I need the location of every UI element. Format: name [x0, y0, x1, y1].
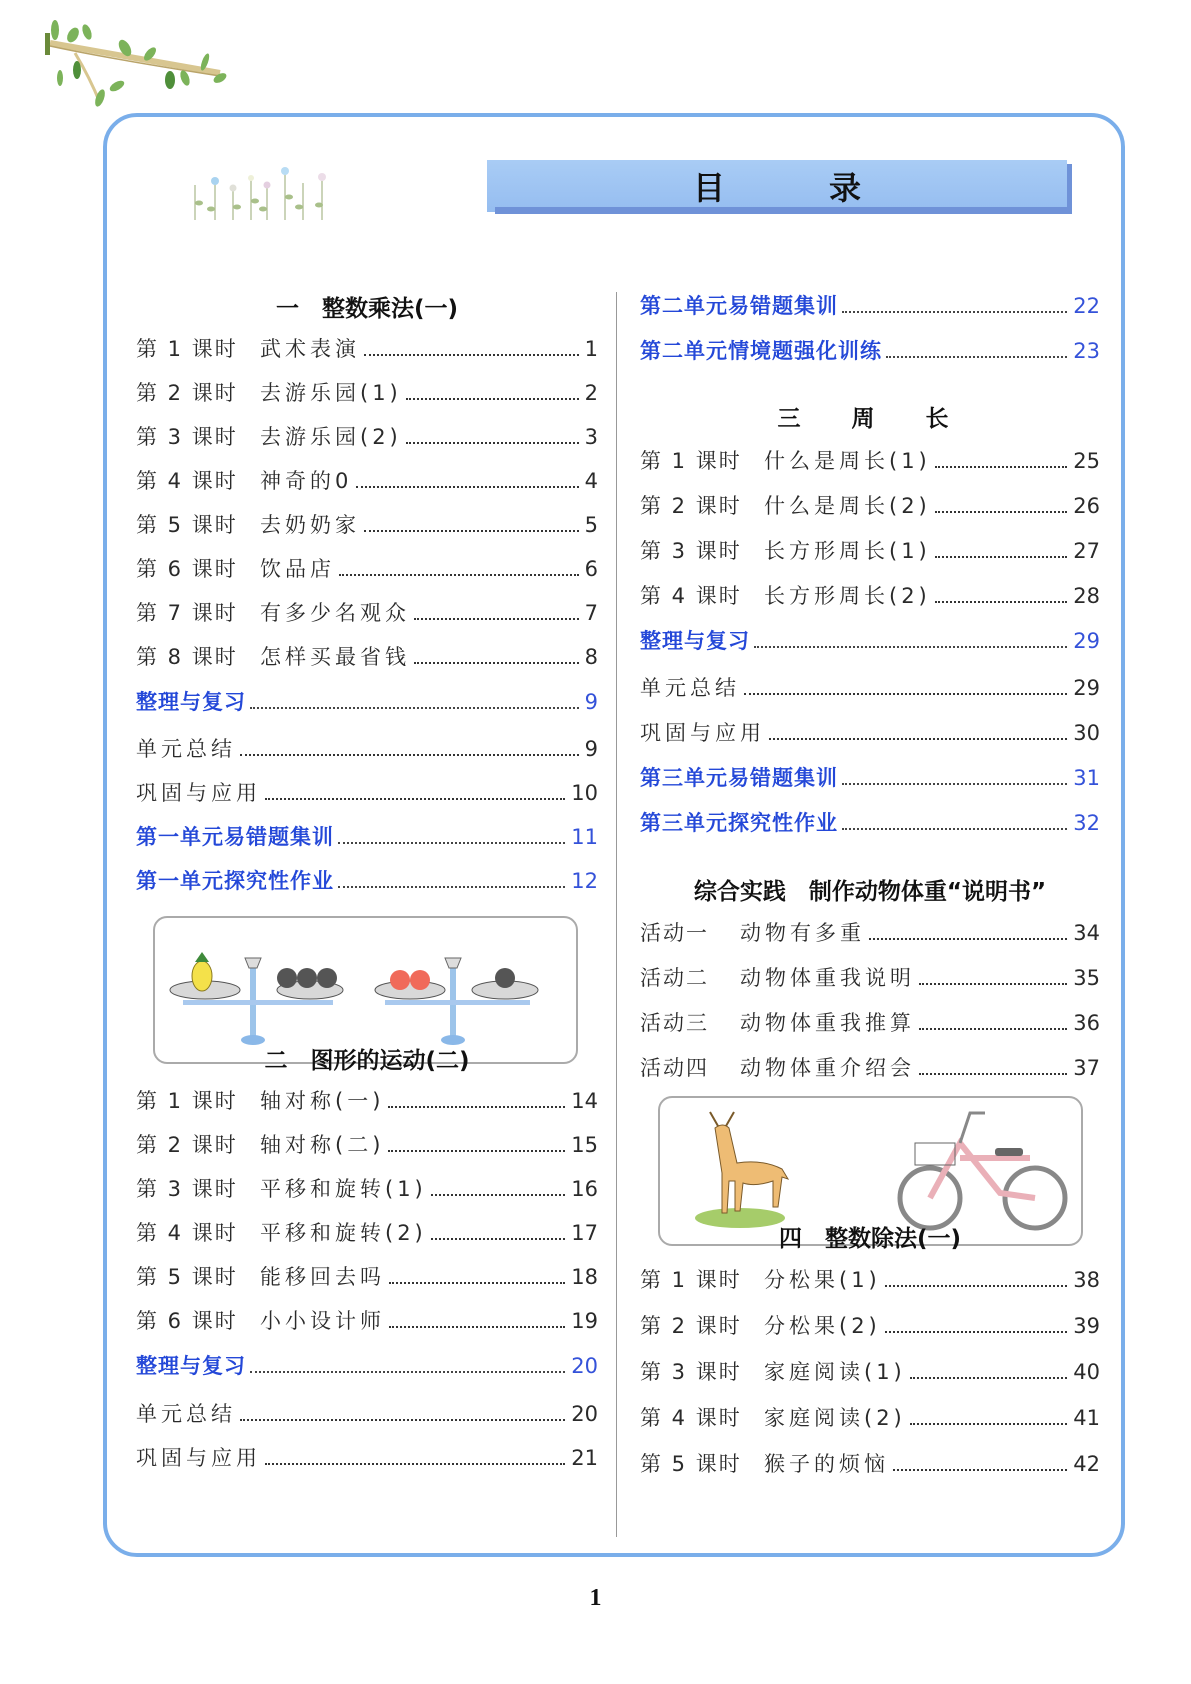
page-ref: 19 [571, 1309, 598, 1333]
practice-heading: 综合实践 制作动物体重“说明书” [693, 879, 1047, 905]
lesson-title: 什么是周长(1) [764, 449, 931, 473]
toc-entry-review[interactable] [640, 625, 1100, 655]
leader-dots [935, 555, 1068, 558]
lesson-title: 分松果(2) [764, 1314, 881, 1338]
balance-scale-icon [155, 918, 576, 1062]
lesson-title: 家庭阅读(1) [764, 1360, 906, 1384]
lesson-number: 第 3 课时 [640, 539, 742, 563]
leader-dots [414, 617, 579, 620]
toc-entry-special[interactable] [640, 807, 1100, 837]
toc-entry[interactable] [136, 465, 598, 495]
page-ref: 27 [1073, 539, 1100, 563]
entry-title: 整理与复习 [136, 1354, 246, 1378]
entry-title: 整理与复习 [640, 629, 750, 653]
toc-entry[interactable] [136, 509, 598, 539]
toc-entry[interactable] [136, 1129, 598, 1159]
toc-left-column [136, 0, 598, 1684]
lesson-title: 去奶奶家 [260, 513, 360, 537]
toc-entry[interactable] [640, 580, 1100, 610]
unit4-heading: 四 整数除法(一) [778, 1226, 962, 1252]
toc-entry[interactable] [136, 733, 598, 763]
leader-dots [919, 1072, 1067, 1075]
leader-dots [886, 355, 1067, 358]
toc-entry[interactable] [640, 1007, 1100, 1037]
leader-dots [910, 1376, 1068, 1379]
toc-entry[interactable] [640, 672, 1100, 702]
activity-number: 活动二 [640, 966, 709, 990]
toc-entry[interactable] [640, 1448, 1100, 1478]
lesson-number: 第 2 课时 [640, 1314, 742, 1338]
lesson-number: 第 3 课时 [136, 1177, 238, 1201]
toc-entry[interactable] [640, 490, 1100, 520]
activity-title: 动物有多重 [740, 921, 865, 945]
leader-dots [240, 1418, 565, 1421]
toc-entry-special[interactable] [640, 335, 1100, 365]
leader-dots [754, 645, 1067, 648]
page-ref: 8 [584, 645, 598, 669]
lesson-title: 平移和旋转(1) [260, 1177, 427, 1201]
lesson-title: 猴子的烦恼 [764, 1452, 889, 1476]
toc-entry[interactable] [640, 535, 1100, 565]
entry-title: 第一单元易错题集训 [136, 825, 334, 849]
page-ref: 10 [571, 781, 598, 805]
unit3-heading: 三 周 长 [777, 406, 963, 432]
toc-entry[interactable] [640, 962, 1100, 992]
toc-entry[interactable] [136, 597, 598, 627]
leader-dots [885, 1330, 1068, 1333]
page-ref: 20 [571, 1354, 598, 1378]
leader-dots [842, 310, 1067, 313]
toc-entry[interactable] [136, 1442, 598, 1472]
page-ref: 28 [1073, 584, 1100, 608]
entry-title: 第三单元探究性作业 [640, 811, 838, 835]
lesson-number: 第 4 课时 [640, 1406, 742, 1430]
leader-dots [885, 1284, 1068, 1287]
page-ref: 42 [1073, 1452, 1100, 1476]
lesson-number: 第 1 课时 [640, 1268, 742, 1292]
lesson-title: 平移和旋转(2) [260, 1221, 427, 1245]
toc-entry[interactable] [640, 1402, 1100, 1432]
toc-entry[interactable] [640, 1052, 1100, 1082]
leader-dots [406, 397, 579, 400]
unit2-heading: 二 图形的运动(二) [264, 1048, 470, 1074]
lesson-title: 饮品店 [260, 557, 335, 581]
leader-dots [240, 753, 579, 756]
leader-dots [769, 737, 1067, 740]
toc-entry[interactable] [136, 333, 598, 363]
leader-dots [431, 1193, 566, 1196]
leader-dots [339, 573, 579, 576]
lesson-number: 第 4 课时 [136, 1221, 238, 1245]
lesson-title: 轴对称(一) [260, 1089, 385, 1113]
page-ref: 30 [1073, 721, 1100, 745]
page-ref: 23 [1073, 339, 1100, 363]
deer-icon [695, 1112, 788, 1228]
lesson-number: 第 5 课时 [136, 513, 238, 537]
toc-entry-special[interactable] [136, 821, 598, 851]
toc-entry[interactable] [136, 641, 598, 671]
entry-title: 单元总结 [640, 676, 740, 700]
toc-entry[interactable] [136, 421, 598, 451]
entry-title: 巩固与应用 [136, 781, 261, 805]
entry-title: 单元总结 [136, 737, 236, 761]
lesson-number: 第 6 课时 [136, 1309, 238, 1333]
lesson-number: 第 6 课时 [136, 557, 238, 581]
page-ref: 29 [1073, 629, 1100, 653]
entry-title: 单元总结 [136, 1402, 236, 1426]
lesson-number: 第 3 课时 [640, 1360, 742, 1384]
leader-dots [389, 1325, 565, 1328]
page-ref: 6 [584, 557, 598, 581]
leader-dots [919, 1027, 1067, 1030]
page-ref: 35 [1073, 966, 1100, 990]
leader-dots [842, 827, 1067, 830]
toc-entry-special[interactable] [136, 865, 598, 895]
page-ref: 9 [584, 737, 598, 761]
lesson-number: 第 1 课时 [640, 449, 742, 473]
toc-entry[interactable] [136, 1085, 598, 1115]
toc-right-column [640, 0, 1100, 1684]
leader-dots [935, 465, 1068, 468]
leader-dots [919, 982, 1067, 985]
leader-dots [869, 937, 1067, 940]
leader-dots [388, 1105, 565, 1108]
activity-number: 活动一 [640, 921, 709, 945]
toc-entry[interactable] [640, 1310, 1100, 1340]
activity-title: 动物体重介绍会 [740, 1056, 915, 1080]
page-ref: 17 [571, 1221, 598, 1245]
lesson-title: 武术表演 [260, 337, 360, 361]
column-divider [616, 292, 617, 1537]
leader-dots [431, 1237, 566, 1240]
page-ref: 37 [1073, 1056, 1100, 1080]
leader-dots [364, 529, 579, 532]
page-ref: 36 [1073, 1011, 1100, 1035]
page-ref: 2 [584, 381, 598, 405]
page-ref: 14 [571, 1089, 598, 1113]
leader-dots [356, 485, 578, 488]
lesson-title: 长方形周长(2) [764, 584, 931, 608]
toc-entry[interactable] [640, 445, 1100, 475]
page-ref: 32 [1073, 811, 1100, 835]
entry-title: 巩固与应用 [640, 721, 765, 745]
lesson-title: 去游乐园(2) [260, 425, 402, 449]
lesson-number: 第 2 课时 [136, 381, 238, 405]
page-title: 目 录 [692, 169, 897, 207]
page-ref: 21 [571, 1446, 598, 1470]
page-ref: 29 [1073, 676, 1100, 700]
lesson-number: 第 4 课时 [136, 469, 238, 493]
page-ref: 40 [1073, 1360, 1100, 1384]
page-ref: 25 [1073, 449, 1100, 473]
toc-entry[interactable] [136, 553, 598, 583]
lesson-title: 去游乐园(1) [260, 381, 402, 405]
page-ref: 9 [584, 690, 598, 714]
toc-entry[interactable] [136, 377, 598, 407]
leader-dots [910, 1422, 1068, 1425]
page-ref: 22 [1073, 294, 1100, 318]
toc-entry-review[interactable] [136, 1350, 598, 1380]
activity-title: 动物体重我说明 [740, 966, 915, 990]
toc-entry[interactable] [640, 717, 1100, 747]
page-ref: 3 [584, 425, 598, 449]
leader-dots [842, 782, 1067, 785]
lesson-number: 第 2 课时 [640, 494, 742, 518]
lesson-number: 第 3 课时 [136, 425, 238, 449]
page-ref: 12 [571, 869, 598, 893]
lesson-title: 分松果(1) [764, 1268, 881, 1292]
leader-dots [265, 1462, 565, 1465]
page-ref: 31 [1073, 766, 1100, 790]
lesson-number: 第 5 课时 [640, 1452, 742, 1476]
activity-number: 活动三 [640, 1011, 709, 1035]
page-ref: 16 [571, 1177, 598, 1201]
page-ref: 41 [1073, 1406, 1100, 1430]
leader-dots [406, 441, 579, 444]
leader-dots [250, 1370, 565, 1373]
leader-dots [338, 841, 565, 844]
entry-title: 整理与复习 [136, 690, 246, 714]
toc-entry[interactable] [136, 1305, 598, 1335]
lesson-title: 轴对称(二) [260, 1133, 385, 1157]
page-ref: 5 [584, 513, 598, 537]
leader-dots [744, 692, 1067, 695]
leader-dots [364, 353, 579, 356]
page-ref: 26 [1073, 494, 1100, 518]
toc-entry[interactable] [136, 777, 598, 807]
lesson-title: 有多少名观众 [260, 601, 410, 625]
toc-entry[interactable] [640, 917, 1100, 947]
activity-number: 活动四 [640, 1056, 709, 1080]
lesson-title: 小小设计师 [260, 1309, 385, 1333]
page-ref: 11 [571, 825, 598, 849]
page-ref: 7 [584, 601, 598, 625]
leader-dots [935, 510, 1068, 513]
toc-entry[interactable] [136, 1217, 598, 1247]
leader-dots [388, 1149, 565, 1152]
page-ref: 20 [571, 1402, 598, 1426]
lesson-title: 什么是周长(2) [764, 494, 931, 518]
page-ref: 1 [584, 337, 598, 361]
lesson-number: 第 7 课时 [136, 601, 238, 625]
leader-dots [250, 706, 579, 709]
lesson-title: 家庭阅读(2) [764, 1406, 906, 1430]
lesson-number: 第 5 课时 [136, 1265, 238, 1289]
page-ref: 4 [584, 469, 598, 493]
toc-entry[interactable] [640, 1356, 1100, 1386]
toc-entry[interactable] [136, 1261, 598, 1291]
lesson-title: 能移回去吗 [260, 1265, 385, 1289]
leader-dots [338, 885, 565, 888]
leader-dots [265, 797, 565, 800]
page-ref: 38 [1073, 1268, 1100, 1292]
entry-title: 第二单元情境题强化训练 [640, 339, 882, 363]
page-ref: 18 [571, 1265, 598, 1289]
toc-entry[interactable] [136, 1173, 598, 1203]
toc-entry-special[interactable] [640, 762, 1100, 792]
leader-dots [389, 1281, 565, 1284]
lesson-number: 第 8 课时 [136, 645, 238, 669]
page-ref: 15 [571, 1133, 598, 1157]
page-ref: 39 [1073, 1314, 1100, 1338]
lesson-number: 第 1 课时 [136, 337, 238, 361]
activity-title: 动物体重我推算 [740, 1011, 915, 1035]
toc-entry[interactable] [640, 1264, 1100, 1294]
unit1-heading: 一 整数乘法(一) [275, 296, 459, 322]
page-number: 1 [589, 1585, 602, 1611]
page-ref: 34 [1073, 921, 1100, 945]
lesson-number: 第 4 课时 [640, 584, 742, 608]
lesson-number: 第 2 课时 [136, 1133, 238, 1157]
leader-dots [414, 661, 579, 664]
leader-dots [935, 600, 1068, 603]
lesson-title: 长方形周长(1) [764, 539, 931, 563]
toc-entry-special[interactable] [640, 290, 1100, 320]
entry-title: 第二单元易错题集训 [640, 294, 838, 318]
toc-entry-review[interactable] [136, 686, 598, 716]
bicycle-icon [900, 1113, 1065, 1228]
lesson-title: 神奇的0 [260, 469, 353, 493]
entry-title: 第三单元易错题集训 [640, 766, 838, 790]
entry-title: 第一单元探究性作业 [136, 869, 334, 893]
toc-entry[interactable] [136, 1398, 598, 1428]
lesson-title: 怎样买最省钱 [260, 645, 410, 669]
leader-dots [893, 1468, 1067, 1471]
lesson-number: 第 1 课时 [136, 1089, 238, 1113]
entry-title: 巩固与应用 [136, 1446, 261, 1470]
